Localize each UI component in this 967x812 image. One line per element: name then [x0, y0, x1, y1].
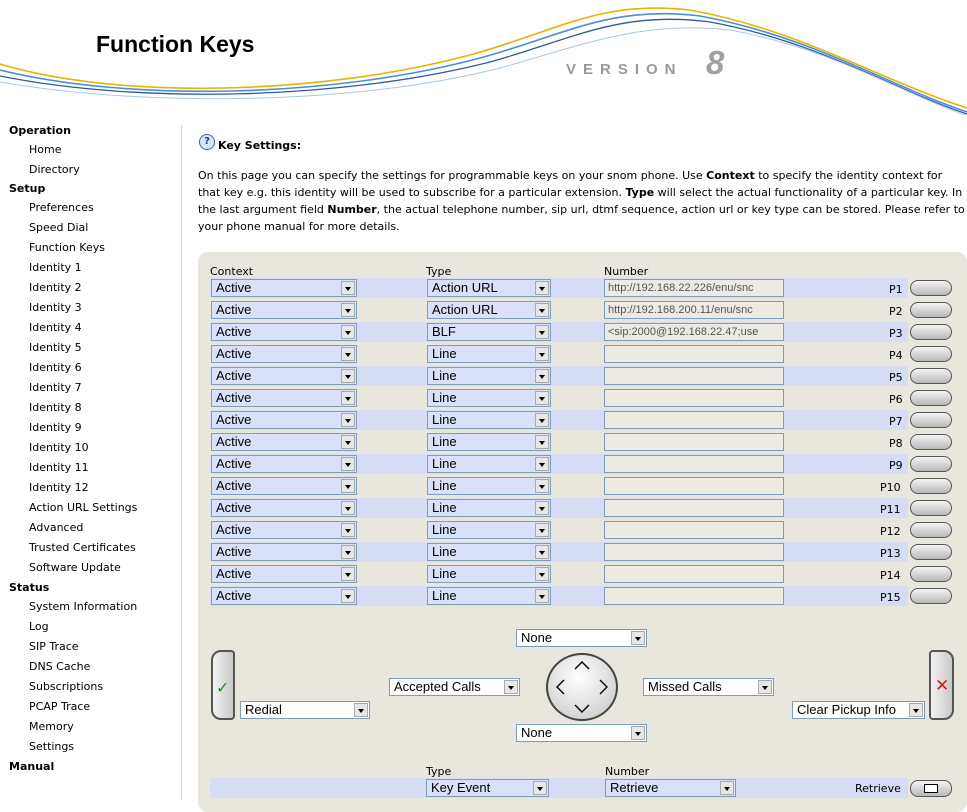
chevron-left-icon	[557, 680, 564, 694]
function-key-button[interactable]	[910, 412, 952, 428]
navigation-dpad[interactable]	[546, 653, 618, 721]
sidebar-item-memory[interactable]: Memory	[29, 720, 74, 733]
sidebar-item-advanced[interactable]: Advanced	[29, 521, 84, 534]
chevron-down-icon	[909, 703, 923, 717]
type-column-header: Type	[426, 265, 452, 278]
key-label: P1	[889, 283, 903, 296]
context-select-value: Active	[216, 544, 252, 559]
help-icon[interactable]: ?	[199, 134, 215, 150]
chevron-down-icon	[341, 435, 355, 449]
function-key-button[interactable]	[910, 566, 952, 582]
nav-up-value: None	[521, 630, 553, 645]
sidebar-item-identity-6[interactable]: Identity 6	[29, 361, 82, 374]
number-input[interactable]: <sip:2000@192.168.22.47;use	[604, 323, 784, 341]
sidebar-item-system-information[interactable]: System Information	[29, 600, 138, 613]
sidebar-item-identity-7[interactable]: Identity 7	[29, 381, 82, 394]
type-select-value: Line	[432, 346, 457, 361]
sidebar-item-action-url-settings[interactable]: Action URL Settings	[29, 501, 138, 514]
intro-keyword: Type	[625, 186, 655, 199]
context-select[interactable]	[211, 587, 357, 605]
sidebar-item-identity-3[interactable]: Identity 3	[29, 301, 82, 314]
chevron-right-icon	[600, 680, 607, 694]
number-input[interactable]	[604, 455, 784, 473]
nav-right-select[interactable]	[643, 678, 774, 696]
chevron-down-icon	[535, 325, 549, 339]
context-select-value: Active	[216, 368, 252, 383]
function-key-button[interactable]	[910, 324, 952, 340]
chevron-down-icon	[354, 703, 368, 717]
function-key-button[interactable]	[910, 478, 952, 494]
context-select-value: Active	[216, 478, 252, 493]
context-select-value: Active	[216, 412, 252, 427]
key-label: P2	[889, 305, 903, 318]
sidebar	[0, 121, 180, 800]
sidebar-item-sip-trace[interactable]: SIP Trace	[29, 640, 79, 653]
function-key-button[interactable]	[910, 346, 952, 362]
type-select-value: Line	[432, 500, 457, 515]
chevron-down-icon	[535, 479, 549, 493]
sidebar-item-home[interactable]: Home	[29, 143, 62, 156]
retrieve-number-value: Retrieve	[610, 780, 659, 795]
chevron-down-icon	[535, 347, 549, 361]
type-select-value: Action URL	[432, 280, 498, 295]
context-select-value: Active	[216, 434, 252, 449]
nav-right-value: Missed Calls	[648, 679, 722, 694]
nav-left-value: Accepted Calls	[394, 679, 481, 694]
type-select[interactable]	[427, 587, 551, 605]
cancel-key-select[interactable]	[792, 701, 925, 719]
context-select[interactable]	[211, 499, 357, 517]
context-select[interactable]	[211, 323, 357, 341]
sidebar-divider	[181, 125, 182, 800]
chevron-down-icon	[535, 281, 549, 295]
context-select[interactable]	[211, 565, 357, 583]
type-select-value: Line	[432, 434, 457, 449]
function-key-button[interactable]	[910, 522, 952, 538]
function-key-button[interactable]	[910, 434, 952, 450]
sidebar-section-setup: Setup	[9, 182, 46, 195]
key-label: P11	[880, 503, 901, 516]
retrieve-number-header: Number	[605, 765, 650, 778]
context-select-value: Active	[216, 390, 252, 405]
function-key-button[interactable]	[910, 368, 952, 384]
context-select[interactable]	[211, 477, 357, 495]
context-select-value: Active	[216, 280, 252, 295]
chevron-down-icon	[758, 680, 772, 694]
type-select-value: Line	[432, 456, 457, 471]
sidebar-item-identity-11[interactable]: Identity 11	[29, 461, 89, 474]
intro-segment: , the actual telephone number, sip url, dtmf sequence, action url or key type can be stored. Please refer to your phone manual for more details.	[198, 203, 965, 233]
header	[0, 0, 967, 115]
sidebar-item-identity-8[interactable]: Identity 8	[29, 401, 82, 414]
function-key-button[interactable]	[910, 302, 952, 318]
context-select[interactable]	[211, 543, 357, 561]
sidebar-item-dns-cache[interactable]: DNS Cache	[29, 660, 91, 673]
sidebar-section-operation: Operation	[9, 124, 71, 137]
sidebar-item-identity-5[interactable]: Identity 5	[29, 341, 82, 354]
key-label: P13	[880, 547, 901, 560]
chevron-down-icon	[535, 523, 549, 537]
ok-key-value: Redial	[245, 702, 282, 717]
key-label: P14	[880, 569, 901, 582]
intro-segment: will select the actual functionality of a particular key. In the last argument field	[198, 186, 963, 216]
sidebar-item-identity-10[interactable]: Identity 10	[29, 441, 89, 454]
sidebar-item-trusted-certificates[interactable]: Trusted Certificates	[29, 541, 136, 554]
chevron-down-icon	[504, 680, 518, 694]
sidebar-item-directory[interactable]: Directory	[29, 163, 80, 176]
context-select-value: Active	[216, 522, 252, 537]
context-select[interactable]	[211, 433, 357, 451]
context-column-header: Context	[210, 265, 254, 278]
intro-segment: On this page you can specify the settings for programmable keys on your snom phone. Use	[198, 169, 707, 182]
sidebar-item-subscriptions[interactable]: Subscriptions	[29, 680, 104, 693]
sidebar-item-identity-2[interactable]: Identity 2	[29, 281, 82, 294]
key-label: P15	[880, 591, 901, 604]
sidebar-item-identity-4[interactable]: Identity 4	[29, 321, 82, 334]
page-title: Function Keys	[96, 31, 255, 57]
type-select-value: Line	[432, 478, 457, 493]
chevron-down-icon	[535, 413, 549, 427]
sidebar-item-preferences[interactable]: Preferences	[29, 201, 94, 214]
sidebar-item-identity-9[interactable]: Identity 9	[29, 421, 82, 434]
number-input[interactable]	[604, 433, 784, 451]
retrieve-row	[210, 778, 908, 798]
context-select-value: Active	[216, 456, 252, 471]
retrieve-key[interactable]	[910, 780, 952, 797]
number-input[interactable]	[604, 389, 784, 407]
chevron-down-icon	[341, 457, 355, 471]
chevron-down-icon	[341, 589, 355, 603]
ok-key-select[interactable]	[240, 701, 370, 719]
chevron-down-icon	[535, 501, 549, 515]
key-label: P6	[889, 393, 903, 406]
context-select[interactable]	[211, 345, 357, 363]
number-input[interactable]: http://192.168.200.11/enu/snc	[604, 301, 784, 319]
key-label: P9	[889, 459, 903, 472]
context-select-value: Active	[216, 302, 252, 317]
version-label: VERSION	[566, 61, 683, 78]
check-icon: ✓	[216, 678, 230, 697]
context-select-value: Active	[216, 588, 252, 603]
type-select[interactable]	[427, 499, 551, 517]
version-number: 8	[706, 44, 725, 81]
sidebar-item-speed-dial[interactable]: Speed Dial	[29, 221, 89, 234]
chevron-down-icon	[341, 325, 355, 339]
type-select[interactable]	[427, 367, 551, 385]
type-select-value: Line	[432, 412, 457, 427]
retrieve-label: Retrieve	[855, 782, 901, 795]
nav-down-select[interactable]	[516, 724, 647, 742]
type-select-value: Line	[432, 566, 457, 581]
number-input[interactable]	[604, 521, 784, 539]
key-label: P5	[889, 371, 903, 384]
type-select-value: Line	[432, 544, 457, 559]
type-select-value: Action URL	[432, 302, 498, 317]
chevron-down-icon	[341, 523, 355, 537]
context-select[interactable]	[211, 279, 357, 297]
chevron-down-icon	[341, 501, 355, 515]
dpad-chevrons	[548, 655, 616, 719]
chevron-down-icon	[535, 391, 549, 405]
chevron-down-icon	[341, 391, 355, 405]
intro-keyword: Number	[327, 203, 377, 216]
retrieve-number-select[interactable]	[605, 779, 736, 797]
section-title: Key Settings:	[218, 139, 302, 152]
sidebar-section-status: Status	[9, 581, 50, 594]
chevron-down-icon	[535, 457, 549, 471]
type-select[interactable]	[427, 301, 551, 319]
sidebar-item-function-keys[interactable]: Function Keys	[29, 241, 105, 254]
chevron-down-icon	[341, 413, 355, 427]
sidebar-item-identity-1[interactable]: Identity 1	[29, 261, 82, 274]
intro-text	[198, 167, 966, 235]
function-key-button[interactable]	[910, 390, 952, 406]
type-select[interactable]	[427, 565, 551, 583]
number-input[interactable]	[604, 587, 784, 605]
context-select[interactable]	[211, 455, 357, 473]
chevron-down-icon	[720, 781, 734, 795]
context-select[interactable]	[211, 367, 357, 385]
chevron-down-icon	[341, 347, 355, 361]
chevron-down-icon	[341, 281, 355, 295]
context-select[interactable]	[211, 411, 357, 429]
cancel-key-value: Clear Pickup Info	[797, 702, 896, 717]
chevron-down-icon	[535, 303, 549, 317]
chevron-down-icon	[535, 545, 549, 559]
chevron-down-icon	[341, 369, 355, 383]
key-label: P3	[889, 327, 903, 340]
chevron-down-icon	[631, 631, 645, 645]
key-label: P10	[880, 481, 901, 494]
type-select[interactable]	[427, 345, 551, 363]
chevron-down-icon	[341, 479, 355, 493]
cancel-key[interactable]	[929, 650, 954, 720]
chevron-down-icon	[341, 567, 355, 581]
key-label: P4	[889, 349, 903, 362]
type-select-value: Line	[432, 522, 457, 537]
chevron-up-icon	[575, 662, 589, 669]
x-icon: ✕	[935, 676, 950, 696]
nav-left-select[interactable]	[389, 678, 520, 696]
chevron-down-icon	[535, 369, 549, 383]
ok-key[interactable]	[211, 650, 235, 720]
sidebar-item-log[interactable]: Log	[29, 620, 49, 633]
chevron-down-icon	[533, 781, 547, 795]
function-key-button[interactable]	[910, 500, 952, 516]
type-select[interactable]	[427, 433, 551, 451]
type-select[interactable]	[427, 477, 551, 495]
key-label: P8	[889, 437, 903, 450]
context-select-value: Active	[216, 346, 252, 361]
type-select[interactable]	[427, 455, 551, 473]
type-select[interactable]	[427, 389, 551, 407]
number-input[interactable]	[604, 543, 784, 561]
sidebar-item-pcap-trace[interactable]: PCAP Trace	[29, 700, 91, 713]
function-key-button[interactable]	[910, 544, 952, 560]
function-key-button[interactable]	[910, 588, 952, 604]
chevron-down-icon	[575, 705, 589, 712]
key-label: P7	[889, 415, 903, 428]
key-label: P12	[880, 525, 901, 538]
retrieve-type-select[interactable]	[426, 779, 549, 797]
nav-down-value: None	[521, 725, 553, 740]
intro-keyword: Context	[706, 169, 755, 182]
number-input[interactable]	[604, 367, 784, 385]
retrieve-type-value: Key Event	[431, 780, 491, 795]
chevron-down-icon	[535, 589, 549, 603]
type-select[interactable]	[427, 543, 551, 561]
type-select-value: BLF	[432, 324, 456, 339]
number-input[interactable]	[604, 499, 784, 517]
retrieve-type-header: Type	[426, 765, 452, 778]
number-column-header: Number	[604, 265, 649, 278]
type-select-value: Line	[432, 390, 457, 405]
type-select[interactable]	[427, 279, 551, 297]
context-select[interactable]	[211, 521, 357, 539]
nav-up-select[interactable]	[516, 629, 647, 647]
number-input[interactable]	[604, 345, 784, 363]
sidebar-item-software-update[interactable]: Software Update	[29, 561, 121, 574]
chevron-down-icon	[535, 435, 549, 449]
context-select-value: Active	[216, 566, 252, 581]
function-key-button[interactable]	[910, 456, 952, 472]
type-select[interactable]	[427, 323, 551, 341]
sidebar-item-settings[interactable]: Settings	[29, 740, 75, 753]
envelope-icon	[924, 784, 938, 793]
context-select[interactable]	[211, 389, 357, 407]
number-input[interactable]: http://192.168.22.226/enu/snc	[604, 279, 784, 297]
type-select-value: Line	[432, 368, 457, 383]
sidebar-section-manual[interactable]: Manual	[9, 760, 55, 773]
chevron-down-icon	[341, 545, 355, 559]
number-input[interactable]	[604, 411, 784, 429]
type-select[interactable]	[427, 521, 551, 539]
type-select[interactable]	[427, 411, 551, 429]
context-select[interactable]	[211, 301, 357, 319]
chevron-down-icon	[631, 726, 645, 740]
context-select-value: Active	[216, 500, 252, 515]
type-select-value: Line	[432, 588, 457, 603]
number-input[interactable]	[604, 477, 784, 495]
chevron-down-icon	[535, 567, 549, 581]
intro-segment: to specify the identity context for that key e.g. this identity will be used to subscribe for a particular extension.	[198, 169, 943, 199]
chevron-down-icon	[341, 303, 355, 317]
function-key-button[interactable]	[910, 280, 952, 296]
sidebar-item-identity-12[interactable]: Identity 12	[29, 481, 89, 494]
number-input[interactable]	[604, 565, 784, 583]
context-select-value: Active	[216, 324, 252, 339]
